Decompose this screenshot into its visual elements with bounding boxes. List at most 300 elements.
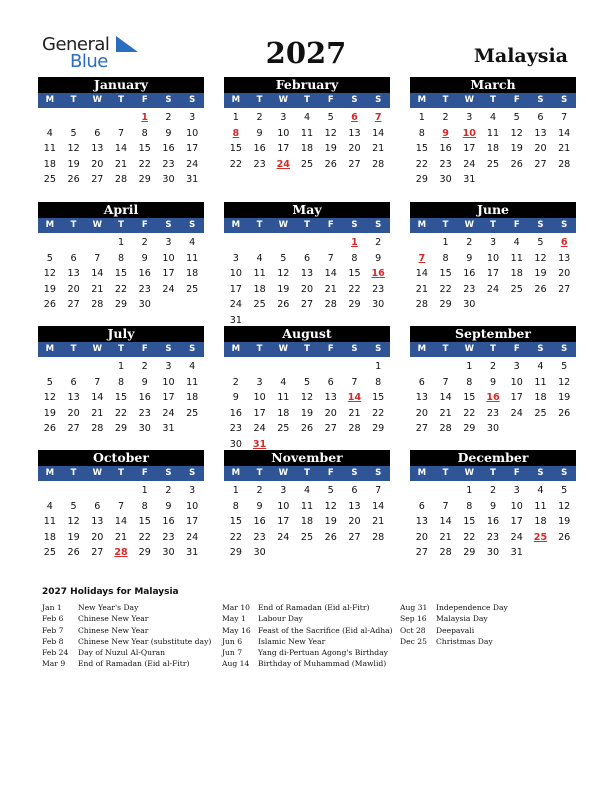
week-row [38,406,204,422]
holiday-row [42,602,211,613]
weekday-label: T [304,95,310,105]
holiday-row [400,625,508,636]
day-cell: 26 [324,531,337,543]
day-cell: 21 [372,516,385,527]
day-cell: 12 [43,268,56,279]
day-cell: 23 [486,531,500,543]
weekday-label: S [189,220,196,230]
day-cell: 25 [486,158,500,170]
empty-cell [62,483,86,499]
empty-cell [529,297,553,313]
empty-cell [62,110,86,126]
weekday-label: T [70,344,77,354]
day-cell: 26 [324,158,337,170]
day-cell: 28 [91,423,104,434]
day-cell: 14 [415,268,428,279]
empty-cell [481,297,505,313]
weekday-label: T [304,344,310,354]
day-cell: 30 [162,174,175,185]
month-title: July [38,326,204,342]
holiday-day-cell: 7 [374,112,382,123]
empty-cell [410,235,434,251]
day-cell: 9 [489,500,497,512]
day-cell: 6 [70,252,77,264]
day-cell: 26 [558,407,571,419]
weekday-label: T [70,468,77,478]
day-cell: 25 [186,283,199,295]
week-row [410,141,576,157]
holiday-row [400,613,508,624]
day-cell: 2 [442,112,449,123]
day-cell: 12 [277,268,290,279]
week-row [224,126,390,142]
week-row [224,406,390,422]
day-cell: 10 [253,392,266,403]
week-row [410,126,576,142]
month-title: November [224,450,390,466]
day-cell: 16 [439,143,452,154]
day-cell: 14 [324,268,337,279]
day-cell: 12 [510,127,523,139]
week-row [410,483,576,499]
day-cell: 18 [43,531,56,543]
empty-cell [505,421,529,437]
day-cell: 21 [114,158,128,170]
day-cell: 14 [439,392,452,403]
weekday-label: F [141,95,148,105]
day-cell: 24 [186,158,199,170]
empty-cell [38,110,62,126]
day-cell: 30 [463,299,476,310]
day-cell: 17 [186,143,199,154]
day-cell: 23 [162,158,175,170]
day-cell: 19 [67,531,80,543]
day-cell: 25 [43,547,56,558]
day-cell: 29 [439,299,452,310]
weekday-label: T [118,344,124,354]
day-cell: 22 [463,531,476,543]
day-cell: 13 [348,127,361,139]
day-cell: 8 [141,500,148,512]
day-cell: 7 [442,376,449,388]
week-row [224,483,390,499]
holiday-row [400,636,508,647]
empty-cell [529,545,553,561]
day-cell: 2 [165,112,172,123]
weekday-label: M [417,468,427,478]
day-cell: 29 [415,174,428,185]
weekday-label: M [231,95,241,105]
weekday-label: S [165,220,172,230]
day-cell: 5 [46,376,53,388]
month-title: August [224,326,390,342]
empty-cell [224,359,248,375]
day-cell: 3 [165,361,172,372]
day-cell: 17 [162,268,175,279]
weekday-label: S [561,95,568,105]
day-cell: 15 [415,143,428,154]
empty-cell [295,235,319,251]
day-cell: 26 [534,283,547,295]
day-cell: 22 [138,158,151,170]
day-cell: 13 [534,127,547,139]
month-september [410,326,576,437]
day-cell: 28 [324,299,337,310]
holiday-day-cell: 25 [533,531,548,543]
day-cell: 12 [300,392,314,403]
holiday-date: Feb 24 [42,648,69,658]
day-cell: 21 [91,407,104,419]
week-row [224,375,390,391]
holiday-day-cell: 24 [276,158,290,170]
day-cell: 8 [117,376,125,388]
empty-cell [109,110,133,126]
day-cell: 2 [466,237,473,248]
week-row [224,545,390,561]
holiday-day-cell: 7 [418,252,426,264]
holiday-name: New Year's Day [78,603,139,612]
weekday-label: T [490,468,496,478]
day-cell: 24 [162,407,175,419]
weekday-label: F [141,220,148,230]
day-cell: 8 [232,500,239,512]
weekday-label: W [278,344,288,354]
day-cell: 19 [43,407,56,419]
day-cell: 16 [253,516,266,527]
day-cell: 17 [486,268,500,279]
weekday-label: F [327,220,334,230]
day-cell: 17 [186,516,199,527]
logo-text-blue: Blue [70,51,108,72]
day-cell: 13 [67,268,80,279]
weekday-label: S [561,220,568,230]
holiday-date: Jun 7 [222,648,243,658]
weekday-label: S [189,95,196,105]
empty-cell [434,483,458,499]
day-cell: 25 [186,407,199,419]
day-cell: 5 [537,237,544,248]
day-cell: 13 [300,268,314,279]
day-cell: 6 [70,376,77,388]
day-cell: 8 [418,127,425,139]
weekday-label: M [231,220,241,230]
empty-cell [481,172,505,188]
day-cell: 4 [46,127,53,139]
day-cell: 26 [277,299,290,310]
weekday-label: S [537,468,544,478]
day-cell: 11 [534,500,547,512]
weekday-label: M [45,95,55,105]
week-row [38,266,204,282]
holiday-name: Labour Day [258,614,303,624]
day-cell: 26 [558,531,571,543]
day-cell: 1 [232,112,239,123]
weekday-label: T [490,220,496,230]
holiday-day-cell: 31 [252,438,267,450]
holiday-row [222,647,393,658]
holiday-row [42,647,211,658]
day-cell: 18 [43,158,56,170]
day-cell: 18 [534,392,547,403]
weekday-label: T [442,220,449,230]
day-cell: 19 [324,516,337,527]
holiday-day-cell: 28 [114,547,128,558]
week-row [38,375,204,391]
day-cell: 30 [486,547,500,558]
day-cell: 29 [463,547,476,558]
day-cell: 21 [114,531,128,543]
empty-cell [343,359,367,375]
weekday-label: W [278,95,288,105]
day-cell: 12 [67,516,80,527]
day-cell: 28 [348,423,361,434]
day-cell: 24 [510,531,523,543]
day-cell: 10 [277,127,290,139]
weekday-label: T [70,95,77,105]
day-cell: 27 [91,174,104,185]
day-cell: 23 [253,158,266,170]
day-cell: 29 [463,423,476,434]
day-cell: 1 [232,485,239,496]
holiday-date: Jun 6 [222,636,243,646]
weekday-label: S [537,95,544,105]
weekday-label: S [561,344,568,354]
day-cell: 2 [232,376,239,388]
week-row [224,390,390,406]
day-cell: 6 [351,485,358,496]
weekday-label: S [351,344,358,354]
day-cell: 20 [91,531,104,543]
day-cell: 19 [324,143,337,154]
weekday-label: T [490,95,496,105]
day-cell: 24 [162,283,175,295]
empty-cell [295,359,319,375]
weekday-label: F [513,344,520,354]
weekday-label: S [537,344,544,354]
day-cell: 11 [43,516,56,527]
day-cell: 15 [114,392,128,403]
day-cell: 12 [558,376,571,388]
day-cell: 5 [561,485,568,496]
weekday-header [224,342,390,357]
empty-cell [552,545,576,561]
day-cell: 10 [186,500,199,512]
day-cell: 24 [510,407,523,419]
day-cell: 21 [415,283,428,295]
weekday-label: T [118,95,124,105]
weekday-label: M [45,344,55,354]
week-row [410,499,576,515]
empty-cell [224,235,248,251]
day-cell: 25 [300,158,314,170]
holiday-name: Chinese New Year (substitute day) [78,636,212,646]
week-row [38,545,204,561]
holiday-date: Dec 25 [400,636,427,646]
day-cell: 20 [300,283,314,295]
weekday-label: S [375,95,382,105]
weekday-label: M [417,344,427,354]
day-cell: 10 [186,127,199,139]
day-cell: 20 [558,268,571,279]
day-cell: 9 [141,252,148,264]
weekday-label: W [92,95,102,105]
holiday-row [222,636,393,647]
weekday-header [38,342,204,357]
week-row [224,266,390,282]
day-cell: 7 [442,500,449,512]
empty-cell [552,297,576,313]
week-row [410,514,576,530]
day-cell: 1 [418,112,425,123]
day-cell: 30 [439,174,452,185]
day-cell: 15 [114,268,128,279]
weekday-label: W [92,344,102,354]
weekday-label: W [92,220,102,230]
weekday-label: S [375,468,382,478]
day-cell: 17 [277,143,290,154]
day-cell: 18 [486,143,500,154]
month-title: April [38,202,204,218]
day-cell: 3 [280,485,287,496]
day-cell: 17 [253,407,266,419]
day-cell: 12 [67,143,80,154]
holiday-row [42,658,211,669]
holiday-name: Day of Nuzul Al-Quran [78,648,166,658]
day-cell: 29 [138,174,151,185]
day-cell: 1 [117,361,125,372]
day-cell: 3 [165,237,172,248]
weekday-label: S [189,344,196,354]
weekday-label: S [351,468,358,478]
weekday-label: M [417,95,427,105]
weekday-label: S [165,468,172,478]
day-cell: 25 [253,299,266,310]
day-cell: 17 [229,283,242,295]
day-cell: 8 [117,252,125,264]
day-cell: 17 [162,392,175,403]
day-cell: 30 [253,547,266,558]
day-cell: 1 [442,237,449,248]
day-cell: 23 [372,283,385,295]
day-cell: 18 [186,392,199,403]
day-cell: 5 [513,112,520,123]
day-cell: 16 [162,516,175,527]
day-cell: 7 [117,127,125,139]
day-cell: 6 [418,376,425,388]
weekday-label: T [442,344,449,354]
day-cell: 23 [229,423,242,434]
week-row [38,297,204,313]
day-cell: 3 [489,237,497,248]
holiday-date: Feb 8 [42,636,64,646]
day-cell: 8 [466,500,473,512]
week-row [410,266,576,282]
week-row [38,421,204,437]
day-cell: 14 [372,500,385,512]
day-cell: 15 [463,516,476,527]
holiday-name: Chinese New Year [78,614,149,624]
day-cell: 18 [300,516,314,527]
day-cell: 5 [561,361,568,372]
day-cell: 13 [558,252,571,264]
day-cell: 19 [43,283,56,295]
day-cell: 5 [327,485,334,496]
month-title: June [410,202,576,218]
day-cell: 29 [348,299,361,310]
country-name: Malaysia [473,45,568,67]
day-cell: 13 [415,516,428,527]
weekday-header [224,466,390,481]
weekday-label: S [351,95,358,105]
holidays-title: 2027 Holidays for Malaysia [42,587,179,597]
holiday-column-1 [42,602,211,670]
weekday-label: T [256,344,263,354]
day-cell: 27 [91,547,104,558]
holiday-day-cell: 10 [462,127,476,139]
holiday-name: End of Ramadan (Eid al-Fitr) [258,603,370,612]
day-cell: 5 [46,252,53,264]
day-cell: 7 [351,376,358,388]
day-cell: 13 [67,392,80,403]
weekday-label: M [417,220,427,230]
empty-cell [505,172,529,188]
week-row [38,483,204,499]
day-cell: 17 [510,516,523,527]
day-cell: 11 [300,500,314,512]
week-row [38,126,204,142]
day-cell: 28 [415,299,428,310]
day-cell: 26 [300,423,314,434]
holiday-row [400,602,508,613]
month-title: February [224,77,390,93]
day-cell: 20 [415,407,428,419]
day-cell: 31 [162,423,175,434]
day-cell: 30 [162,547,175,558]
day-cell: 1 [117,237,125,248]
empty-cell [62,359,86,375]
day-cell: 27 [415,547,428,558]
month-july [38,326,204,437]
week-row [38,499,204,515]
holiday-row [222,658,393,669]
day-cell: 1 [141,485,148,496]
day-cell: 3 [232,252,239,264]
holiday-date: May 16 [222,625,251,635]
day-cell: 5 [327,112,334,123]
weekday-label: M [45,220,55,230]
holiday-column-3 [400,602,508,647]
empty-cell [295,545,319,561]
day-cell: 10 [277,500,290,512]
day-cell: 24 [463,158,476,170]
day-cell: 31 [229,314,242,326]
day-cell: 3 [466,112,473,123]
month-august [224,326,390,452]
day-cell: 27 [348,531,361,543]
calendar-year: 2027 [265,36,347,70]
holiday-date: Mar 9 [42,659,66,669]
day-cell: 11 [43,143,56,154]
day-cell: 27 [324,423,337,434]
day-cell: 27 [415,423,428,434]
week-row [410,390,576,406]
day-cell: 16 [138,392,151,403]
day-cell: 8 [466,376,473,388]
day-cell: 4 [537,361,544,372]
week-row [38,235,204,251]
day-cell: 4 [537,485,544,496]
day-cell: 22 [229,158,242,170]
